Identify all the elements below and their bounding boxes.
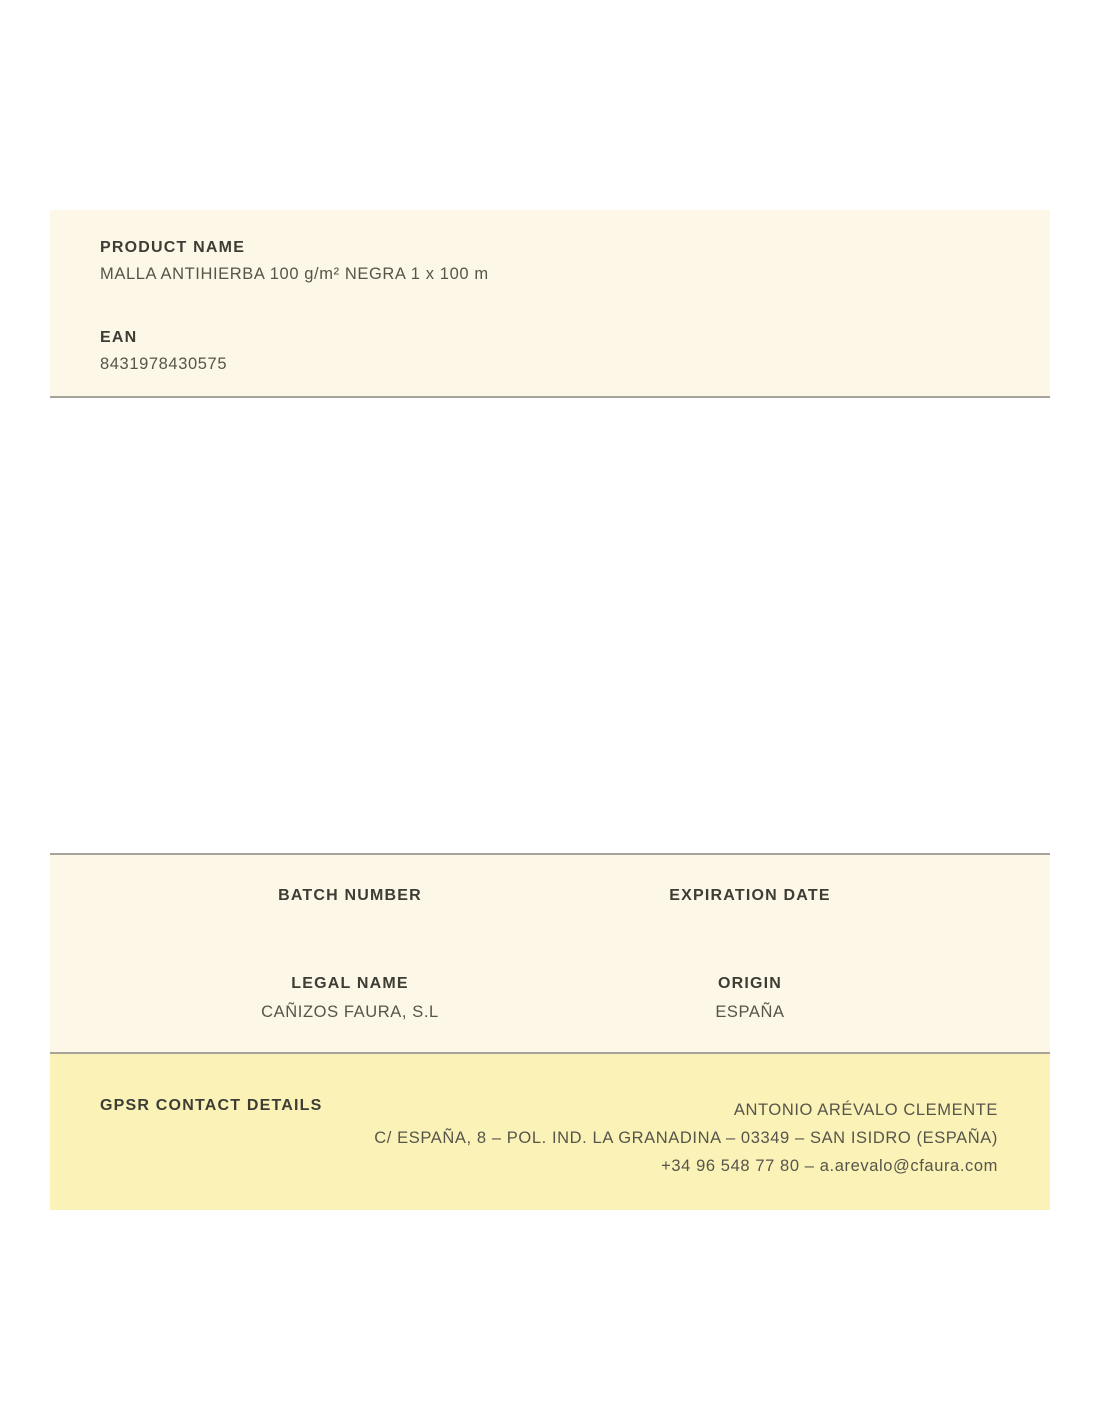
gpsr-contact-phone-email: +34 96 548 77 80 – a.arevalo@cfaura.com <box>661 1157 998 1175</box>
gpsr-contact-row <box>100 1096 998 1180</box>
product-name-value: MALLA ANTIHIERBA 100 g/m² NEGRA 1 x 100 m <box>100 265 489 283</box>
ean-value: 8431978430575 <box>100 355 228 373</box>
expiration-date-cell <box>550 886 950 906</box>
gpsr-contact-address: C/ ESPAÑA, 8 – POL. IND. LA GRANADINA – 03349 – SAN ISIDRO (ESPAÑA) <box>374 1129 998 1147</box>
legal-name-label: LEGAL NAME <box>291 975 409 992</box>
gpsr-contact-name: ANTONIO ARÉVALO CLEMENTE <box>733 1101 998 1119</box>
batch-info-section <box>50 853 1050 1054</box>
origin-value: ESPAÑA <box>715 1003 785 1021</box>
batch-info-grid <box>150 886 950 1022</box>
batch-number-cell <box>150 886 550 906</box>
legal-name-value: CAÑIZOS FAURA, S.L <box>261 1003 439 1021</box>
ean-label: EAN <box>100 329 138 346</box>
origin-label: ORIGIN <box>717 975 783 992</box>
origin-cell <box>550 974 950 1022</box>
product-info-section <box>50 210 1050 398</box>
expiration-date-label: EXPIRATION DATE <box>669 887 831 904</box>
product-name-label: PRODUCT NAME <box>100 239 246 256</box>
gpsr-contact-block <box>323 1096 998 1180</box>
gpsr-contact-section <box>50 1054 1050 1210</box>
legal-name-cell <box>150 974 550 1022</box>
gpsr-contact-details-label: GPSR CONTACT DETAILS <box>100 1097 323 1114</box>
batch-number-label: BATCH NUMBER <box>278 887 422 904</box>
